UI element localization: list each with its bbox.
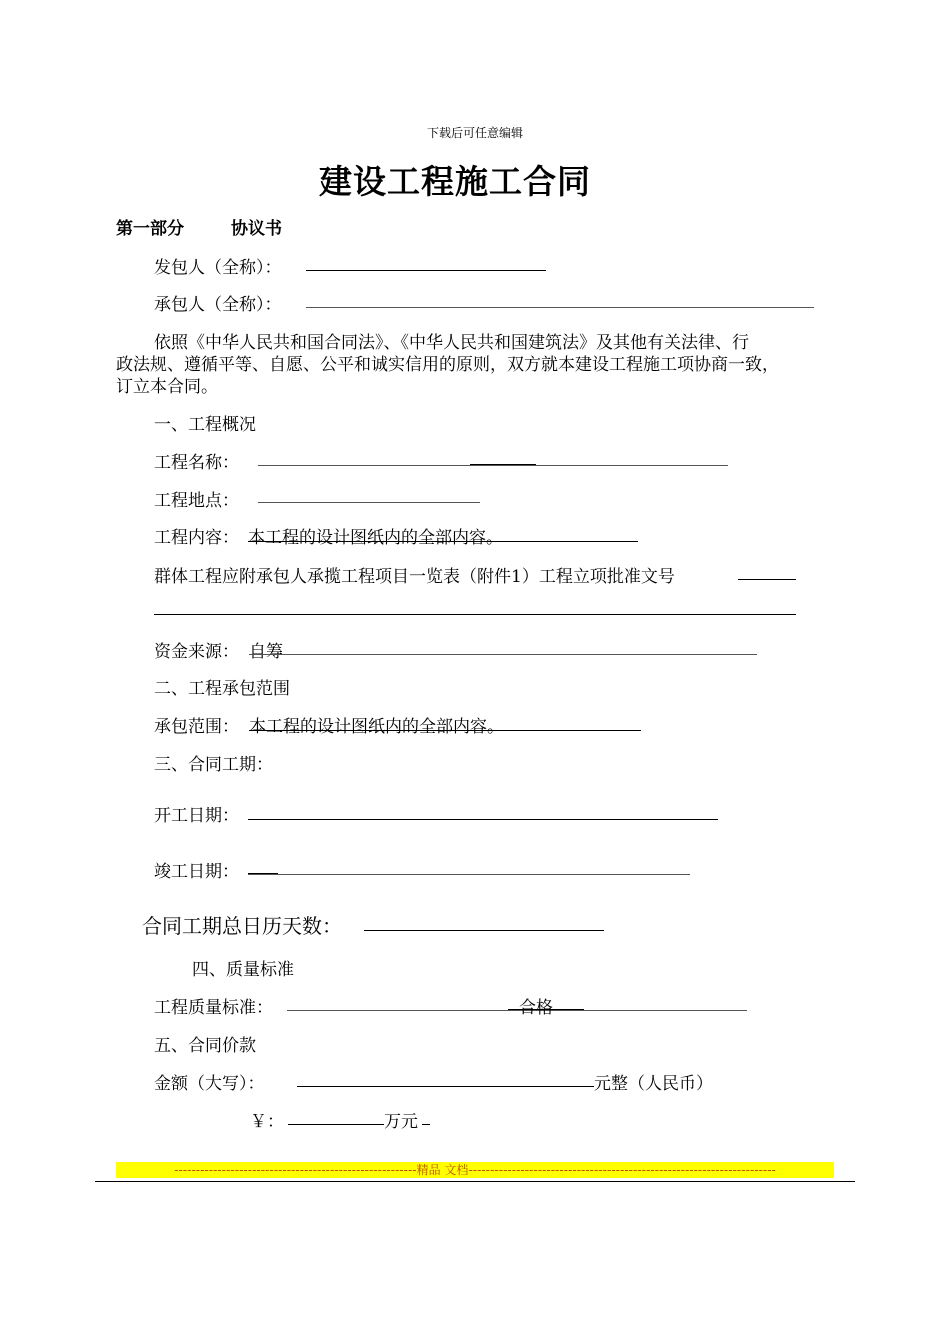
employer-label: 发包人（全称）：: [154, 258, 282, 278]
completion-date-field-mark: [248, 873, 278, 874]
intro-line-1: 依照《中华人民共和国合同法》、《中华人民共和国建筑法》及其他有关法律、行: [154, 333, 749, 353]
amount-field[interactable]: [297, 1086, 594, 1087]
scope-label: 承包范围：: [154, 717, 239, 737]
yuan-suffix-mark: [422, 1124, 430, 1125]
footer-label: 精品 文档: [416, 1163, 469, 1177]
project-content-label: 工程内容：: [154, 528, 239, 548]
section-5-heading: 五、合同价款: [154, 1036, 256, 1056]
footer-rule: [95, 1181, 855, 1182]
contractor-field[interactable]: [306, 307, 814, 308]
project-name-label: 工程名称：: [154, 453, 239, 473]
project-name-field-mark: [470, 464, 536, 465]
part-name: 协议书: [231, 219, 282, 239]
start-date-label: 开工日期：: [154, 806, 239, 826]
footer-dashes-right: -----------------------------------------------------------------------: [468, 1163, 776, 1177]
fund-source-label: 资金来源：: [154, 642, 239, 662]
start-date-field[interactable]: [248, 819, 718, 820]
yuan-label: ￥：: [250, 1112, 284, 1132]
approval-number-field-continued[interactable]: [154, 614, 796, 615]
group-project-text: 群体工程应附承包人承揽工程项目一览表（附件1）工程立项批准文号: [154, 567, 675, 587]
quality-value: 合格: [519, 998, 553, 1018]
project-location-field[interactable]: [258, 502, 480, 503]
project-name-field[interactable]: [258, 465, 728, 466]
footer-dashes-left: --------------------------------------------------------: [174, 1163, 417, 1177]
intro-line-3: 订立本合同。: [116, 377, 218, 397]
project-content-value: 本工程的设计图纸内的全部内容。: [248, 528, 503, 548]
amount-suffix: 元整（人民币）: [594, 1074, 713, 1094]
completion-date-label: 竣工日期：: [154, 862, 239, 882]
amount-label: 金额（大写）：: [154, 1074, 265, 1094]
quality-field[interactable]: [287, 1010, 747, 1011]
completion-date-field[interactable]: [248, 874, 690, 875]
yuan-field[interactable]: [288, 1124, 384, 1125]
approval-number-field[interactable]: [738, 579, 796, 580]
scope-field[interactable]: [249, 730, 641, 731]
section-1-heading: 一、工程概况: [154, 415, 256, 435]
footer-banner: [116, 1162, 834, 1178]
fund-source-value: 自筹: [249, 642, 283, 662]
total-days-field[interactable]: [364, 930, 604, 931]
quality-label: 工程质量标准：: [154, 998, 273, 1018]
document-title: 建设工程施工合同: [319, 162, 591, 201]
project-content-field[interactable]: [248, 541, 638, 542]
header-note: 下载后可任意编辑: [426, 126, 523, 140]
intro-line-2: 政法规、遵循平等、自愿、公平和诚实信用的原则，双方就本建设工程施工项协商一致，: [116, 355, 779, 375]
section-4-heading: 四、质量标准: [192, 960, 294, 980]
part-label: 第一部分: [116, 219, 184, 239]
yuan-suffix: 万元: [384, 1112, 418, 1132]
project-location-label: 工程地点：: [154, 491, 239, 511]
scope-value: 本工程的设计图纸内的全部内容。: [249, 717, 504, 737]
section-2-heading: 二、工程承包范围: [154, 679, 290, 699]
fund-source-field[interactable]: [249, 654, 757, 655]
contractor-label: 承包人（全称）：: [154, 295, 282, 315]
employer-field[interactable]: [306, 270, 546, 271]
section-3-heading: 三、合同工期：: [154, 755, 273, 775]
total-days-label: 合同工期总日历天数：: [142, 914, 342, 938]
